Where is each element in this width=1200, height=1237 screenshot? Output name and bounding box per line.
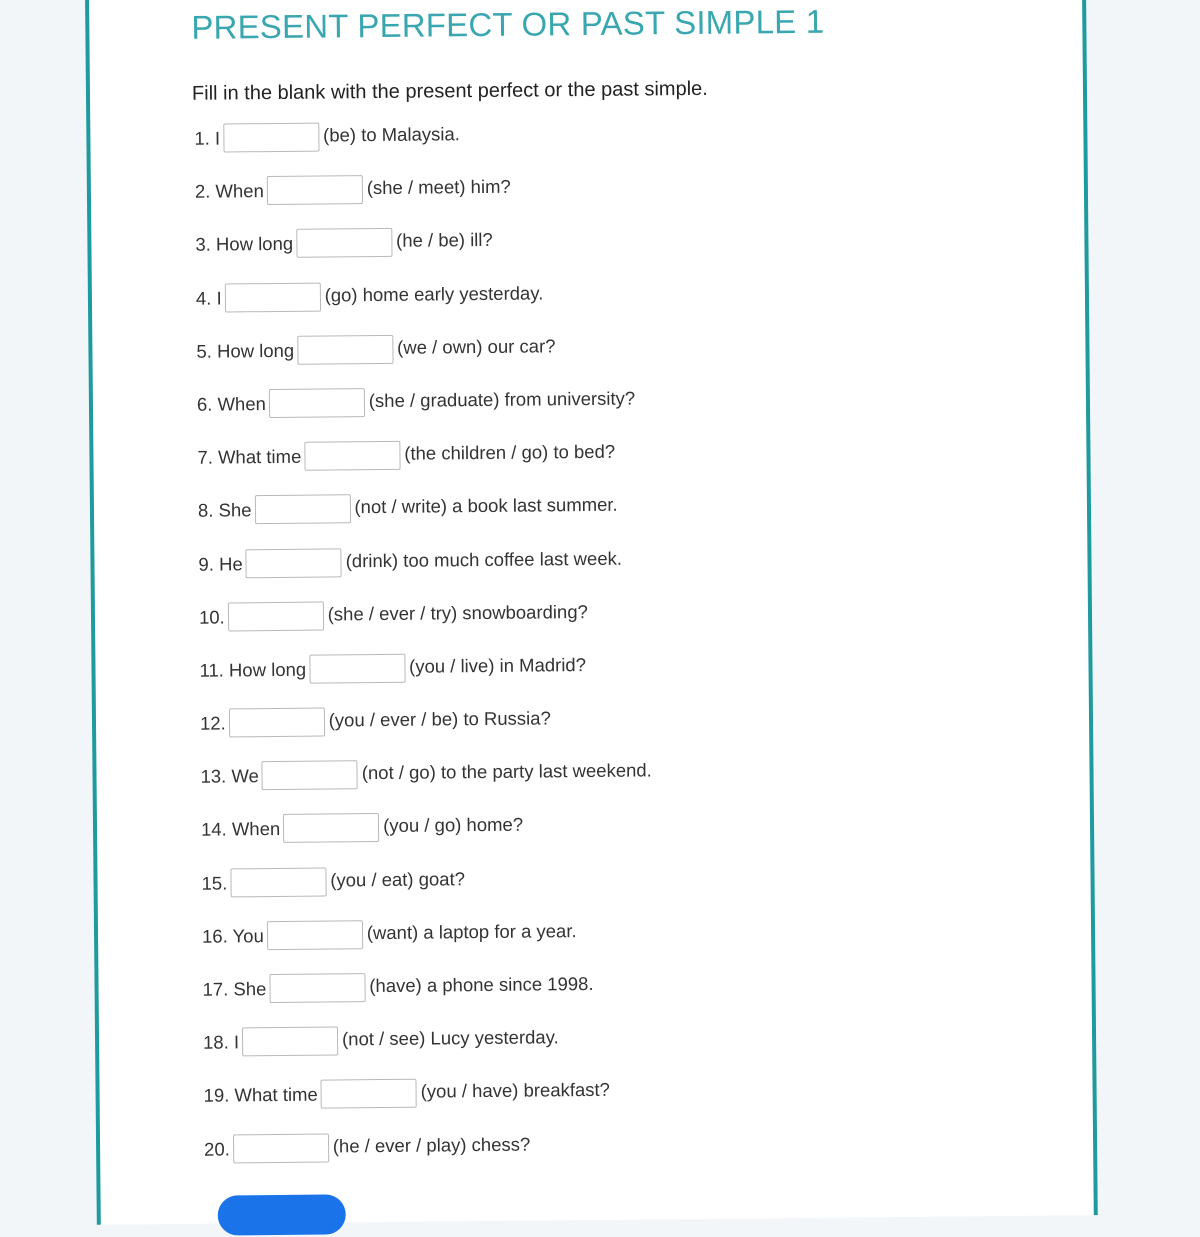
- question-prefix: 10.: [198, 606, 225, 628]
- page-title: PRESENT PERFECT OR PAST SIMPLE 1: [191, 2, 825, 46]
- answer-input[interactable]: [228, 601, 324, 631]
- answer-input[interactable]: [262, 760, 358, 790]
- question-item: [198, 545, 650, 603]
- question-item: [197, 439, 649, 497]
- answer-input[interactable]: [269, 388, 365, 418]
- question-suffix: (you / live) in Madrid?: [409, 653, 587, 677]
- question-suffix: (he / be) ill?: [396, 229, 493, 252]
- question-item: [203, 1077, 655, 1135]
- question-suffix: (not / go) to the party last weekend.: [361, 759, 652, 784]
- answer-input[interactable]: [254, 495, 350, 525]
- question-item: [200, 704, 652, 762]
- question-prefix: 15.: [201, 872, 228, 894]
- question-prefix: 1. I: [194, 127, 221, 149]
- question-suffix: (she / ever / try) snowboarding?: [327, 600, 588, 625]
- question-item: [203, 1024, 655, 1082]
- instructions-text: Fill in the blank with the present perfect or the past simple.: [191, 77, 708, 105]
- answer-input[interactable]: [309, 654, 405, 684]
- question-suffix: (go) home early yesterday.: [324, 281, 544, 306]
- answer-input[interactable]: [223, 123, 319, 153]
- answer-input[interactable]: [297, 335, 393, 365]
- question-item: [204, 1130, 656, 1188]
- question-prefix: 12.: [199, 712, 226, 734]
- question-item: [196, 279, 648, 337]
- question-item: [197, 385, 649, 443]
- answer-input[interactable]: [225, 282, 321, 312]
- answer-input[interactable]: [321, 1079, 417, 1109]
- question-prefix: 5. How long: [196, 339, 295, 362]
- question-prefix: 3. How long: [195, 233, 294, 256]
- answer-input[interactable]: [233, 1133, 329, 1163]
- question-suffix: (drink) too much coffee last week.: [345, 547, 623, 571]
- question-item: [200, 758, 652, 816]
- question-prefix: 13. We: [200, 765, 259, 787]
- answer-input[interactable]: [267, 920, 363, 950]
- question-suffix: (the children / go) to bed?: [404, 440, 616, 464]
- question-prefix: 8. She: [197, 499, 252, 522]
- question-prefix: 6. When: [196, 393, 266, 415]
- question-item: [202, 970, 654, 1028]
- worksheet-page: [85, 0, 1098, 1225]
- question-suffix: (be) to Malaysia.: [322, 123, 460, 146]
- question-item: [196, 332, 648, 390]
- question-suffix: (not / write) a book last summer.: [354, 494, 618, 518]
- question-item: [194, 119, 646, 177]
- question-prefix: 14. When: [200, 818, 281, 841]
- answer-input[interactable]: [242, 1027, 338, 1057]
- question-prefix: 18. I: [202, 1031, 240, 1053]
- answer-input[interactable]: [246, 548, 342, 578]
- question-list: [194, 119, 655, 1187]
- question-suffix: (want) a laptop for a year.: [366, 919, 577, 943]
- question-suffix: (you / go) home?: [383, 814, 524, 837]
- question-suffix: (she / meet) him?: [366, 175, 511, 199]
- question-suffix: (he / ever / play) chess?: [332, 1133, 531, 1157]
- question-suffix: (have) a phone since 1998.: [369, 972, 594, 997]
- answer-input[interactable]: [269, 973, 365, 1003]
- answer-input[interactable]: [230, 867, 326, 897]
- question-prefix: 7. What time: [197, 445, 302, 468]
- question-item: [202, 917, 654, 975]
- answer-input[interactable]: [296, 228, 392, 258]
- question-suffix: (you / ever / be) to Russia?: [328, 707, 551, 731]
- answer-input[interactable]: [267, 175, 363, 205]
- answer-input[interactable]: [304, 441, 400, 471]
- question-item: [199, 651, 651, 709]
- question-prefix: 4. I: [195, 287, 222, 309]
- question-suffix: (you / eat) goat?: [330, 867, 466, 891]
- question-item: [195, 173, 647, 231]
- question-item: [195, 226, 647, 284]
- question-prefix: 17. She: [202, 978, 267, 1000]
- question-suffix: (you / have) breakfast?: [420, 1079, 611, 1103]
- question-item: [199, 598, 651, 656]
- question-item: [201, 811, 653, 869]
- question-prefix: 9. He: [198, 552, 243, 575]
- question-prefix: 19. What time: [203, 1083, 318, 1107]
- question-suffix: (we / own) our car?: [397, 335, 556, 358]
- question-prefix: 11. How long: [199, 658, 307, 681]
- question-prefix: 16. You: [201, 924, 264, 947]
- answer-input[interactable]: [283, 813, 379, 843]
- check-answers-button[interactable]: [218, 1194, 346, 1235]
- question-suffix: (she / graduate) from university?: [368, 387, 636, 412]
- question-item: [201, 864, 653, 922]
- question-prefix: 20.: [204, 1138, 230, 1160]
- question-item: [198, 492, 650, 550]
- question-prefix: 2. When: [194, 180, 264, 202]
- question-suffix: (not / see) Lucy yesterday.: [341, 1026, 559, 1050]
- answer-input[interactable]: [229, 708, 325, 738]
